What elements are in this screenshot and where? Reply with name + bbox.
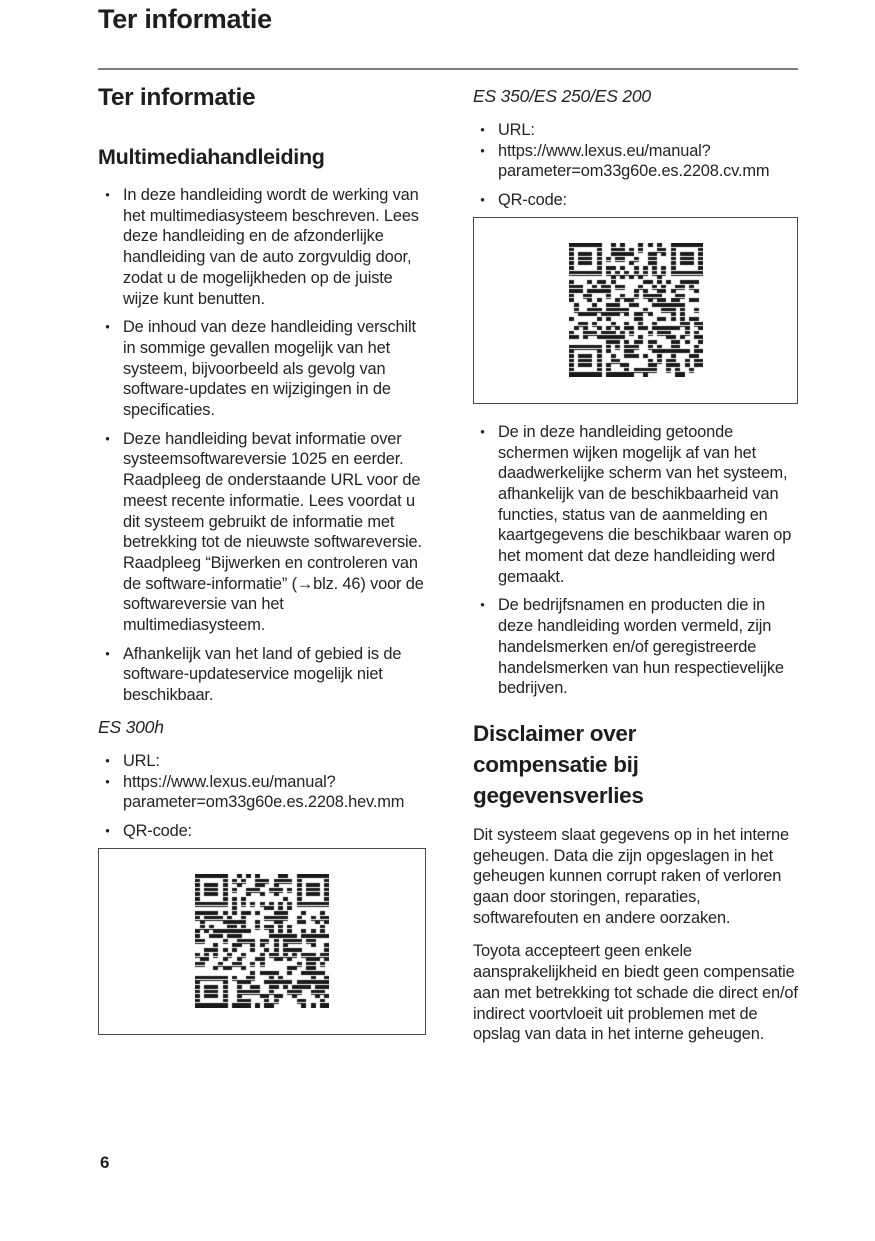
bullet-icon: • — [105, 187, 110, 202]
multimedia-info-list — [98, 185, 426, 706]
list-item — [98, 644, 426, 706]
qr-code-image-es350 — [569, 243, 703, 377]
right-column — [473, 84, 798, 1045]
disclaimer-title: Disclaimer over compensatie bij gegevensverlies — [473, 720, 644, 808]
list-item-text: De inhoud van deze handleiding verschilt in sommige gevallen mogelijk van het systeem, bijvoorbeeld als gevolg van software-updates en wijzigingen in de specificaties. — [123, 318, 416, 420]
bullet-icon: • — [105, 319, 110, 335]
bullet-icon: • — [105, 773, 110, 789]
qr-code-frame-es300h — [98, 848, 426, 1035]
list-item — [98, 429, 426, 636]
page-title: Ter informatie — [98, 4, 272, 34]
list-item — [98, 185, 426, 309]
url-label: URL: — [498, 121, 535, 139]
qr-code-label: QR-code: — [498, 191, 567, 210]
qr-code-frame-es350 — [473, 217, 798, 404]
qr-code-label: QR-code: — [123, 821, 192, 840]
left-column — [98, 84, 426, 1035]
page-number: 6 — [100, 1153, 110, 1172]
list-item-text: De bedrijfsnamen en producten die in deze handleiding worden vermeld, zijn handelsmerken en/of geregistreerde handelsmerken van hun respectievelijke bedrijven. — [498, 596, 784, 698]
bullet-icon: • — [105, 645, 110, 661]
list-item — [473, 120, 798, 141]
list-item — [473, 595, 798, 699]
disclaimer-paragraph: Toyota accepteert geen enkele aansprakelijkheid en biedt geen compensatie aan met betrekking tot schade die direct en/of indirect voortvloeit uit problemen met de opslag van data in het interne geheugen. — [473, 942, 798, 1044]
list-item — [98, 772, 426, 813]
list-item-text: In deze handleiding wordt de werking van het multimediasysteem beschreven. Lees deze handleiding en de afzonderlijke handleiding van de auto zorgvuldig door, zodat u de mogelijkheden op de juiste wijze kunt benutten. — [123, 186, 419, 308]
section-title: Ter informatie — [98, 84, 256, 111]
url-label: URL: — [123, 751, 160, 770]
url-list — [98, 751, 426, 842]
manual-url-es300h[interactable]: https://www.lexus.eu/manual?​parameter=om33g60e.es.2208.hev.mm — [123, 772, 405, 812]
list-item — [473, 422, 798, 588]
list-item-text: Deze handleiding bevat informatie over systeemsoftwareversie 1025 en eerder. Raadpleeg de onderstaande URL voor de meest recente informatie. Lees voordat u dit systeem gebruikt de informatie met betrekking tot de nieuwste softwareversie. Raadpleeg “Bijwerken en controleren van de software-informatie” (→blz. 46) voor de softwareversie van het multimediasysteem. — [123, 429, 424, 635]
bullet-icon: • — [480, 192, 485, 208]
list-item — [473, 190, 798, 211]
bullet-icon: • — [480, 142, 485, 158]
list-item-text: De in deze handleiding getoonde schermen wijken mogelijk af van het daadwerkelijke scherm van het systeem, afhankelijk van de beschikbaarheid van functies, status van de aanmelding en kaartgegevens die beschikbaar waren op het moment dat deze handleiding werd gemaakt. — [498, 422, 792, 586]
manual-url-es350[interactable]: https://www.lexus.eu/manual?​parameter=om33g60e.es.2208.cv.mm — [498, 141, 770, 181]
url-list — [473, 120, 798, 211]
bullet-icon: • — [480, 597, 485, 613]
disclaimer-paragraph: Dit systeem slaat gegevens op in het interne geheugen. Data die zijn opgeslagen in het geheugen kunnen corrupt raken of verloren gaan door storingen, reparaties, softwarefouten en andere oorzaken. — [473, 825, 789, 927]
bullet-icon: • — [480, 423, 485, 439]
list-item — [98, 751, 426, 772]
model-variant-label-es350: ES 350/ES 250/ES 200 — [473, 86, 651, 106]
list-item — [98, 317, 426, 421]
list-item — [473, 141, 798, 182]
bullet-icon: • — [105, 430, 110, 446]
qr-code-image-es300h — [195, 874, 329, 1008]
bullet-icon: • — [480, 122, 485, 137]
model-variant-label-es300h: ES 300h — [98, 716, 164, 737]
subsection-title-multimedia: Multimediahandleiding — [98, 145, 325, 169]
bullet-icon: • — [105, 822, 110, 838]
header-divider — [98, 68, 798, 70]
list-item-text: Afhankelijk van het land of gebied is de software-updateservice mogelijk niet beschikbaar. — [123, 644, 402, 705]
list-item — [98, 821, 426, 842]
bullet-icon: • — [105, 752, 110, 768]
notes-list — [473, 422, 798, 699]
